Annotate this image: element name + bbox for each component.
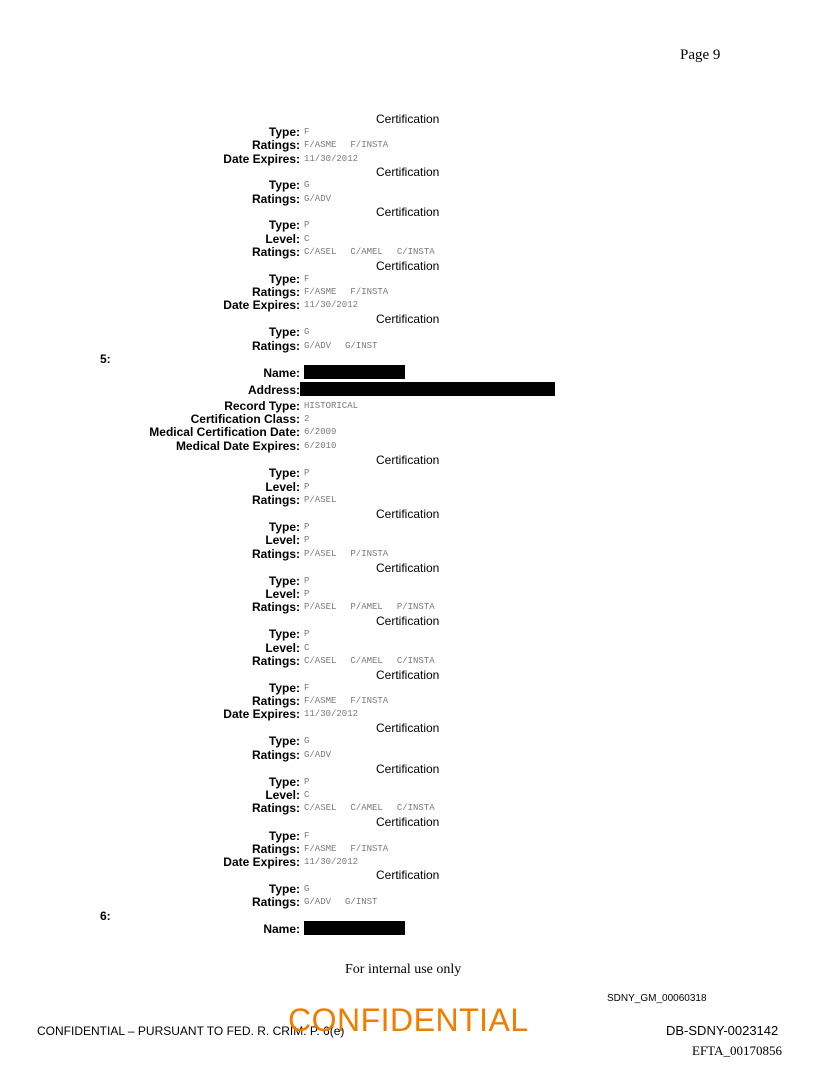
value-token: C	[304, 643, 310, 653]
field-value	[304, 439, 350, 453]
field-value	[304, 842, 402, 856]
field-label: Type:	[268, 272, 300, 286]
field-label: Certification Class:	[190, 412, 300, 426]
field-value	[304, 493, 350, 507]
certification-heading	[0, 312, 816, 326]
value-token: C	[304, 790, 310, 800]
certification-heading	[0, 112, 816, 126]
field-label: Medical Certification Date:	[149, 425, 300, 439]
field-value	[304, 734, 323, 748]
field-label: Type:	[268, 466, 300, 480]
value-token: P/INSTA	[350, 549, 389, 559]
field-row	[0, 366, 816, 380]
field-label: Level:	[265, 533, 300, 547]
certification-label: Certification	[376, 112, 440, 126]
field-label: Type:	[268, 829, 300, 843]
value-token: C	[304, 234, 310, 244]
field-label: Type:	[268, 574, 300, 588]
field-row	[0, 425, 816, 439]
value-token: C/ASEL	[304, 656, 337, 666]
field-value	[304, 425, 350, 439]
field-label: Type:	[268, 178, 300, 192]
field-value	[304, 285, 402, 299]
field-label: Type:	[268, 681, 300, 695]
field-value	[304, 775, 323, 789]
certification-label: Certification	[376, 721, 440, 735]
field-row	[0, 125, 816, 139]
redaction-bar	[304, 365, 405, 379]
field-value	[304, 232, 323, 246]
value-token: F	[304, 831, 310, 841]
field-row	[0, 547, 816, 561]
certification-label: Certification	[376, 561, 440, 575]
value-token: C/ASEL	[304, 247, 337, 257]
value-token: C/ASEL	[304, 803, 337, 813]
field-label: Date Expires:	[223, 298, 300, 312]
confidential-stamp: CONFIDENTIAL	[288, 1002, 529, 1038]
field-label: Ratings:	[252, 748, 300, 762]
field-value	[304, 694, 402, 708]
field-row	[0, 627, 816, 641]
value-token: G	[304, 327, 310, 337]
field-value	[304, 399, 372, 413]
field-label: Name:	[263, 922, 300, 936]
field-label: Name:	[263, 366, 300, 380]
value-token: F/INSTA	[350, 844, 389, 854]
bates-number-secondary: DB-SDNY-0023142	[666, 1023, 779, 1038]
field-row	[0, 218, 816, 232]
field-label: Type:	[268, 125, 300, 139]
value-token: F/INSTA	[350, 287, 389, 297]
field-label: Level:	[265, 641, 300, 655]
field-row	[0, 493, 816, 507]
value-token: F/ASME	[304, 696, 337, 706]
field-value	[304, 192, 345, 206]
field-value	[304, 788, 323, 802]
value-token: F/INSTA	[350, 696, 389, 706]
field-row	[0, 801, 816, 815]
value-token: P/ASEL	[304, 602, 337, 612]
field-value	[304, 882, 323, 896]
certification-heading	[0, 815, 816, 829]
field-label: Ratings:	[252, 493, 300, 507]
field-row	[0, 734, 816, 748]
field-row	[0, 232, 816, 246]
field-row	[0, 272, 816, 286]
certification-label: Certification	[376, 453, 440, 467]
field-row	[0, 587, 816, 601]
value-token: G	[304, 736, 310, 746]
value-token: P	[304, 629, 310, 639]
field-value	[304, 748, 345, 762]
field-value	[304, 466, 323, 480]
efta-number: EFTA_00170856	[692, 1043, 782, 1058]
certification-label: Certification	[376, 668, 440, 682]
value-token: P	[304, 522, 310, 532]
value-token: 11/30/2012	[304, 709, 359, 719]
value-token: C/AMEL	[350, 656, 383, 666]
value-token: G/ADV	[304, 194, 332, 204]
value-token: F/ASME	[304, 140, 337, 150]
field-value	[304, 412, 323, 426]
field-label: Level:	[265, 587, 300, 601]
field-row	[0, 533, 816, 547]
certification-heading	[0, 165, 816, 179]
field-label: Ratings:	[252, 245, 300, 259]
field-label: Type:	[268, 627, 300, 641]
field-value	[304, 325, 323, 339]
field-value	[304, 600, 449, 614]
field-value	[304, 574, 323, 588]
value-token: P/INSTA	[396, 602, 435, 612]
field-value	[304, 339, 391, 353]
certification-label: Certification	[376, 614, 440, 628]
field-label: Address:	[247, 383, 300, 397]
field-row	[0, 748, 816, 762]
value-token: 11/30/2012	[304, 154, 359, 164]
field-value	[304, 707, 372, 721]
field-row	[0, 775, 816, 789]
certification-label: Certification	[376, 762, 440, 776]
field-row	[0, 192, 816, 206]
value-token: F	[304, 683, 310, 693]
field-row	[0, 788, 816, 802]
field-row	[0, 138, 816, 152]
value-token: G	[304, 884, 310, 894]
certification-label: Certification	[376, 259, 440, 273]
certification-heading	[0, 762, 816, 776]
field-value	[304, 178, 323, 192]
field-label: Medical Date Expires:	[175, 439, 300, 453]
page-number: Page 9	[680, 47, 721, 63]
field-value	[304, 298, 372, 312]
field-label: Level:	[265, 480, 300, 494]
field-label: Ratings:	[252, 801, 300, 815]
value-token: C/INSTA	[396, 656, 435, 666]
field-value	[304, 829, 323, 843]
field-row	[0, 641, 816, 655]
certification-heading	[0, 205, 816, 219]
value-token: P	[304, 576, 310, 586]
field-row	[0, 339, 816, 353]
field-value	[304, 627, 323, 641]
value-token: G	[304, 180, 310, 190]
field-value	[304, 801, 449, 815]
field-row	[0, 480, 816, 494]
field-row	[0, 922, 816, 936]
field-label: Type:	[268, 325, 300, 339]
field-row	[0, 855, 816, 869]
value-token: G/ADV	[304, 750, 332, 760]
value-token: P	[304, 535, 310, 545]
certification-heading	[0, 721, 816, 735]
value-token: C/AMEL	[350, 803, 383, 813]
field-label: Ratings:	[252, 694, 300, 708]
field-row	[0, 325, 816, 339]
confidential-notice: CONFIDENTIAL – PURSUANT TO FED. R. CRIM. P. 6(e)	[37, 1024, 345, 1038]
value-token: F	[304, 127, 310, 137]
field-row	[0, 842, 816, 856]
field-label: Ratings:	[252, 339, 300, 353]
value-token: F/ASME	[304, 844, 337, 854]
field-value	[304, 125, 323, 139]
certification-label: Certification	[376, 507, 440, 521]
field-label: Type:	[268, 520, 300, 534]
value-token: 6/2009	[304, 427, 337, 437]
field-label: Level:	[265, 232, 300, 246]
value-token: F/ASME	[304, 287, 337, 297]
field-row	[0, 383, 816, 397]
field-value	[304, 587, 323, 601]
value-token: 6/2010	[304, 441, 337, 451]
field-row	[0, 895, 816, 909]
field-row	[0, 245, 816, 259]
value-token: P	[304, 589, 310, 599]
value-token: C/INSTA	[396, 803, 435, 813]
value-token: F	[304, 274, 310, 284]
field-label: Ratings:	[252, 654, 300, 668]
field-value	[304, 245, 449, 259]
field-label: Level:	[265, 788, 300, 802]
record-number	[0, 352, 816, 366]
field-row	[0, 829, 816, 843]
field-label: Ratings:	[252, 192, 300, 206]
field-value	[304, 480, 323, 494]
record-number	[0, 909, 816, 923]
field-value	[304, 547, 402, 561]
certification-heading	[0, 259, 816, 273]
value-token: P	[304, 482, 310, 492]
field-row	[0, 412, 816, 426]
value-token: F/INSTA	[350, 140, 389, 150]
value-token: P	[304, 777, 310, 787]
certification-heading	[0, 507, 816, 521]
field-label: Date Expires:	[223, 707, 300, 721]
certification-label: Certification	[376, 205, 440, 219]
certification-heading	[0, 668, 816, 682]
field-label: Ratings:	[252, 842, 300, 856]
field-row	[0, 399, 816, 413]
value-token: C/AMEL	[350, 247, 383, 257]
field-value	[304, 895, 391, 909]
value-token: P	[304, 468, 310, 478]
certification-heading	[0, 561, 816, 575]
value-token: 2	[304, 414, 310, 424]
field-label: Date Expires:	[223, 855, 300, 869]
field-row	[0, 654, 816, 668]
value-token: P/ASEL	[304, 549, 337, 559]
value-token: P/AMEL	[350, 602, 383, 612]
field-label: Ratings:	[252, 138, 300, 152]
field-label: Record Type:	[224, 399, 300, 413]
field-row	[0, 439, 816, 453]
redaction-bar	[304, 921, 405, 935]
field-row	[0, 178, 816, 192]
field-value	[304, 641, 323, 655]
certification-label: Certification	[376, 815, 440, 829]
field-value	[304, 138, 402, 152]
field-label: Type:	[268, 882, 300, 896]
certification-label: Certification	[376, 868, 440, 882]
field-value	[304, 218, 323, 232]
certification-heading	[0, 453, 816, 467]
redaction-bar	[300, 382, 555, 396]
field-row	[0, 466, 816, 480]
field-label: Type:	[268, 218, 300, 232]
field-value	[304, 681, 323, 695]
certification-heading	[0, 614, 816, 628]
value-token: G/INST	[345, 897, 378, 907]
certification-label: Certification	[376, 312, 440, 326]
value-token: G/ADV	[304, 897, 332, 907]
field-row	[0, 152, 816, 166]
field-value	[304, 855, 372, 869]
certification-label: Certification	[376, 165, 440, 179]
field-row	[0, 707, 816, 721]
value-token: P/ASEL	[304, 495, 337, 505]
field-value	[304, 533, 323, 547]
field-row	[0, 681, 816, 695]
field-row	[0, 520, 816, 534]
value-token: G/ADV	[304, 341, 332, 351]
value-token: P	[304, 220, 310, 230]
value-token: 11/30/2012	[304, 857, 359, 867]
field-row	[0, 694, 816, 708]
field-row	[0, 600, 816, 614]
value-token: C/INSTA	[396, 247, 435, 257]
field-row	[0, 298, 816, 312]
field-value	[304, 520, 323, 534]
field-row	[0, 574, 816, 588]
record-index: 6:	[100, 909, 111, 923]
certification-heading	[0, 868, 816, 882]
value-token: 11/30/2012	[304, 300, 359, 310]
field-value	[304, 152, 372, 166]
field-label: Ratings:	[252, 547, 300, 561]
field-label: Date Expires:	[223, 152, 300, 166]
record-index: 5:	[100, 352, 111, 366]
field-value	[304, 654, 449, 668]
field-label: Type:	[268, 775, 300, 789]
internal-use-note: For internal use only	[345, 962, 462, 977]
field-row	[0, 882, 816, 896]
field-row	[0, 285, 816, 299]
bates-number-primary: SDNY_GM_00060318	[607, 993, 707, 1004]
field-label: Type:	[268, 734, 300, 748]
field-label: Ratings:	[252, 285, 300, 299]
field-label: Ratings:	[252, 895, 300, 909]
value-token: G/INST	[345, 341, 378, 351]
value-token: HISTORICAL	[304, 401, 359, 411]
field-label: Ratings:	[252, 600, 300, 614]
field-value	[304, 272, 323, 286]
